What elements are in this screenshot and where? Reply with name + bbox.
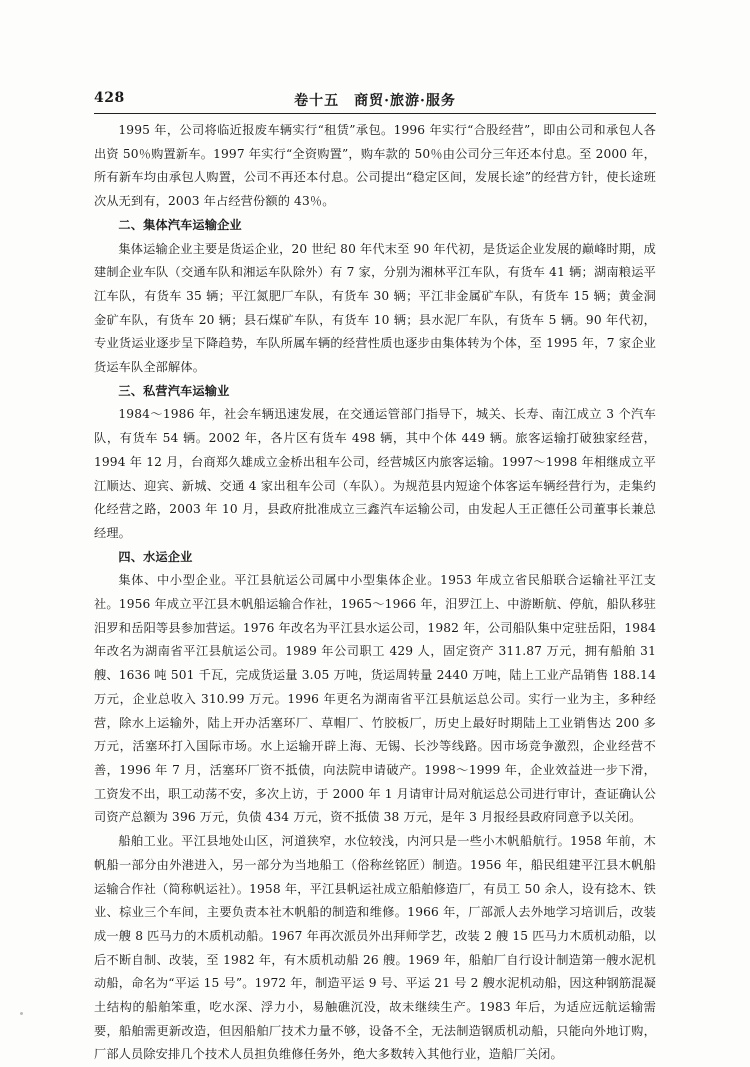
- paragraph-lease-contract: 1995 年，公司将临近报废车辆实行“租赁”承包。1996 年实行“合股经营”，即由公司和承包人各出资 50％购置新车。1997 年实行“全资购置”，购车款的 50％由公司分三年还本付息。至 2000 年，所有新车均由承包人购置，公司不再还本付息。公司提出“稳定区间，发展长途”的经营方针，使长途班次从无到有，2003 年占经营份额的 43％。: [94, 123, 656, 209]
- chapter-title: 卷十五 商贸·旅游·服务: [294, 93, 456, 109]
- body-text: [94, 119, 656, 1067]
- paragraph-water-enterprise: 集体、中小型企业。平江县航运公司属中小型集体企业。1953 年成立省民船联合运输社平江支社。1956 年成立平江县木帆船运输合作社，1965～1966 年，汨罗江上、中游断航、停航，船队移驻汨罗和岳阳等县参加营运。1976 年改名为平江县水运公司，1982 年，公司船队集中定驻岳阳，1984 年改名为湖南省平江县航运公司。1989 年公司职工 429 人，固定资产 311.87 万元，拥有船舶 31 艘、1636 吨 501 千瓦，完成货运量 3.05 万吨，货运周转量 2440 万吨，陆上工业产品销售 188.14 万元，企业总收入 310.99 万元。1996 年更名为湖南省平江县航运总公司。实行一业为主，多种经营，除水上运输外，陆上开办活塞环厂、草帽厂、竹胶板厂，历史上最好时期陆上工业销售达 200 多万元，活塞环打入国际市场。水上运输开辟上海、无锡、长沙等线路。因市场竞争激烈，企业经营不善，1996 年 7 月，活塞环厂资不抵债，向法院申请破产。1998～1999 年，企业效益进一步下滑，工资发不出，职工动荡不安，多次上访，于 2000 年 1 月请审计局对航运总公司进行审计，查证确认公司资产总额为 396 万元，负债 434 万元，资不抵债 38 万元，是年 3 月报经县政府同意予以关闭。: [94, 573, 656, 825]
- section-heading-private: 三、私营汽车运输业: [118, 383, 230, 398]
- page-number: 428: [94, 90, 125, 106]
- scan-speck: [20, 1012, 23, 1015]
- running-header: [94, 90, 656, 112]
- header-rule: [94, 113, 656, 114]
- paragraph-shipbuilding: 船舶工业。平江县地处山区，河道狭窄，水位较浅，内河只是一些小木帆船航行。1958 年前，木帆船一部分由外港进入，另一部分为当地船工（俗称丝铭匠）制造。1956 年，船民组建平江县木帆船运输合作社（简称帆运社）。1958 年，平江县帆运社成立船舶修造厂，有员工 50 余人，设有捻木、铁业、棕业三个车间，主要负责本社木帆船的制造和维修。1966 年，厂部派人去外地学习培训后，改装成一艘 8 匹马力的木质机动船。1967 年再次派员外出拜师学艺，改装 2 艘 15 匹马力木质机动船，以后不断自制、改装，至 1982 年，有木质机动船 26 艘。1969 年，船舶厂自行设计制造第一艘水泥机动船，命名为“平运 15 号”。1972 年，制造平运 9 号、平运 21 号 2 艘水泥机动船，因这种钢筋混凝土结构的船舶笨重，吃水深、浮力小，易触礁沉没，故未继续生产。1983 年后，为适应远航运输需要，船舶需更新改造，但因船舶厂技术力量不够，设备不全，无法制造钢质机动船，只能向外地订购，厂部人员除安排几个技术人员担负维修任务外，绝大多数转入其他行业，造船厂关闭。: [94, 834, 656, 1062]
- paragraph-private-transport: 1984～1986 年，社会车辆迅速发展，在交通运管部门指导下，城关、长寿、南江成立 3 个汽车队，有货车 54 辆。2002 年，各片区有货车 498 辆，其中个体 449 辆。旅客运输打破独家经营，1994 年 12 月，台商郑久雄成立金桥出租车公司，经营城区内旅客运输。1997～1998 年相继成立平江顺达、迎宾、新城、交通 4 家出租车公司（车队）。为规范县内短途个体客运车辆经营行为，走集约化经营之路，2003 年 10 月，县政府批准成立三鑫汽车运输公司，由发起人王正德任公司董事长兼总经理。: [94, 407, 656, 540]
- section-heading-water: 四、水运企业: [118, 549, 193, 564]
- section-heading-collective: 二、集体汽车运输企业: [118, 217, 242, 232]
- paragraph-collective-transport: 集体运输企业主要是货运企业，20 世纪 80 年代末至 90 年代初，是货运企业发展的巅峰时期，成建制企业车队（交通车队和湘运车队除外）有 7 家，分别为湘林平江车队，有货车 41 辆；湖南粮运平江车队，有货车 35 辆；平江氮肥厂车队，有货车 30 辆；平江非金属矿车队，有货车 15 辆；黄金洞金矿车队，有货车 20 辆；县石煤矿车队，有货车 10 辆；县水泥厂车队，有货车 5 辆。90 年代初，专业货运业逐步呈下降趋势，车队所属车辆的经营性质也逐步由集体转为个体，至 1995 年，7 家企业货运车队全部解体。: [94, 241, 656, 375]
